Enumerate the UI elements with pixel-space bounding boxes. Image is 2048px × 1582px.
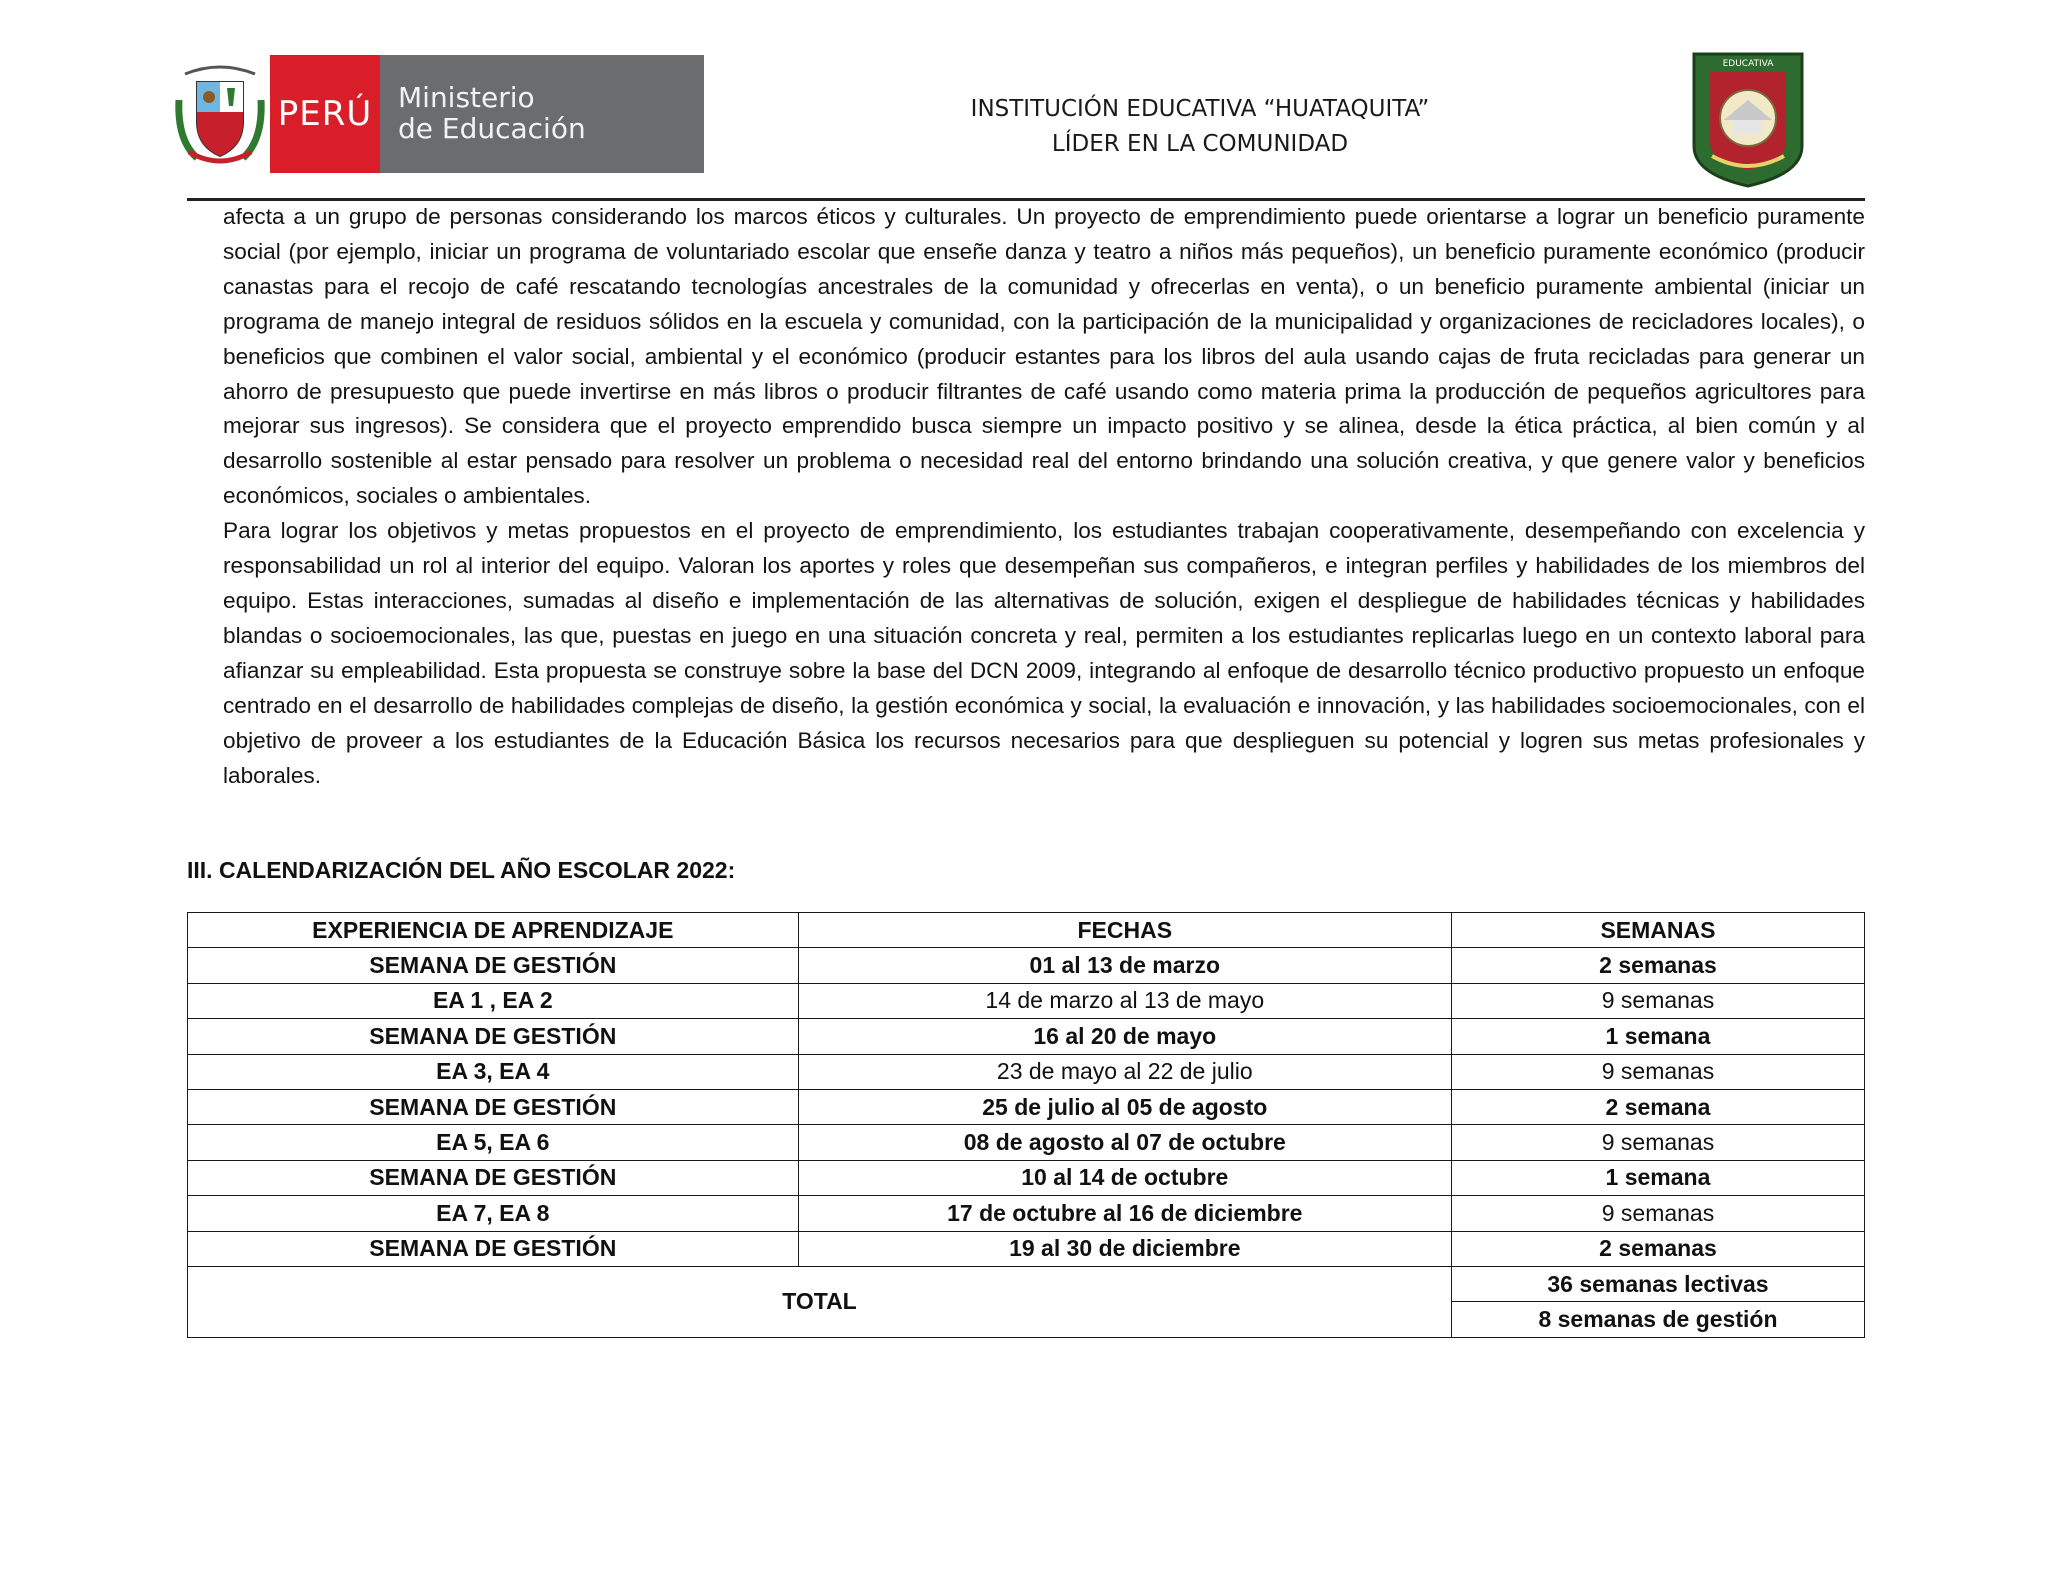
table-total-row (188, 1266, 1865, 1301)
table-row (188, 1231, 1865, 1266)
row-experience: EA 1 , EA 2 (188, 983, 799, 1018)
row-weeks: 9 semanas (1451, 1054, 1864, 1089)
row-experience: EA 7, EA 8 (188, 1196, 799, 1231)
paragraph-1: afecta a un grupo de personas considerando los marcos éticos y culturales. Un proyecto de emprendimiento puede orientarse a lograr un beneficio puramente social (por ejemplo, iniciar un programa de voluntariado escolar que enseñe danza y teatro a niños más pequeños), un beneficio puramente económico (producir canastas para el recojo de café rescatando tecnologías ancestrales de la comunidad y ofrecerlas en venta), o un beneficio puramente ambiental (iniciar un programa de manejo integral de residuos sólidos en la escuela y comunidad, con la participación de la municipalidad y organizaciones de recicladores locales), o beneficios que combinen el valor social, ambiental y el económico (producir estantes para los libros del aula usando cajas de fruta recicladas para generar un ahorro de presupuesto que puede invertirse en más libros o producir filtrantes de café usando como materia prima la producción de pequeños agricultores para mejorar sus ingresos). Se considera que el proyecto emprendido busca siempre un impacto positivo y se alinea, desde la ética práctica, al bien común y al desarrollo sostenible al estar pensado para resolver un problema o necesidad real del entorno brindando una solución creativa, y que genere valor y beneficios económicos, sociales o ambientales. (223, 204, 1865, 509)
table-header-row (188, 913, 1865, 948)
table-row (188, 1089, 1865, 1124)
ministry-logo-name (380, 55, 704, 173)
table-row (188, 1125, 1865, 1160)
row-weeks: 9 semanas (1451, 1196, 1864, 1231)
row-weeks: 2 semana (1451, 1089, 1864, 1124)
header-experience: EXPERIENCIA DE APRENDIZAJE (188, 913, 799, 948)
row-dates: 17 de octubre al 16 de diciembre (798, 1196, 1451, 1231)
row-experience: SEMANA DE GESTIÓN (188, 948, 799, 983)
section-heading: III. CALENDARIZACIÓN DEL AÑO ESCOLAR 2022: (187, 857, 736, 883)
svg-text:EDUCATIVA: EDUCATIVA (1722, 59, 1774, 69)
row-dates: 01 al 13 de marzo (798, 948, 1451, 983)
row-dates: 08 de agosto al 07 de octubre (798, 1125, 1451, 1160)
row-dates: 19 al 30 de diciembre (798, 1231, 1451, 1266)
row-weeks: 9 semanas (1451, 1125, 1864, 1160)
table-row (188, 1196, 1865, 1231)
school-title (800, 92, 1600, 162)
paragraph-2: Para lograr los objetivos y metas propuestos en el proyecto de emprendimiento, los estudiantes trabajan cooperativamente, desempeñando con excelencia y responsabilidad un rol al interior del equipo. Valoran los aportes y roles que desempeñan sus compañeros, e integran perfiles y habilidades de los miembros del equipo. Estas interacciones, sumadas al diseño e implementación de las alternativas de solución, exigen el despliegue de habilidades técnicas y habilidades blandas o socioemocionales, las que, puestas en juego en una situación concreta y real, permiten a los estudiantes replicarlas luego en un contexto laboral para afianzar su empleabilidad. Esta propuesta se construye sobre la base del DCN 2009, integrando al enfoque de desarrollo técnico productivo propuesto un enfoque centrado en el desarrollo de habilidades complejas de diseño, la gestión económica y social, la evaluación e innovación, y las habilidades socioemocionales, con el objetivo de proveer a los estudiantes de la Educación Básica los recursos necesarios para que desplieguen su potencial y logren sus metas profesionales y laborales. (223, 518, 1865, 788)
row-dates: 23 de mayo al 22 de julio (798, 1054, 1451, 1089)
table-row (188, 983, 1865, 1018)
ministry-logo-line2: de Educación (398, 112, 586, 145)
document-header (0, 0, 2048, 210)
body-text (223, 200, 1865, 793)
row-experience: SEMANA DE GESTIÓN (188, 1231, 799, 1266)
row-weeks: 1 semana (1451, 1160, 1864, 1195)
row-dates: 25 de julio al 05 de agosto (798, 1089, 1451, 1124)
row-dates: 14 de marzo al 13 de mayo (798, 983, 1451, 1018)
row-weeks: 1 semana (1451, 1019, 1864, 1054)
row-experience: SEMANA DE GESTIÓN (188, 1160, 799, 1195)
row-experience: SEMANA DE GESTIÓN (188, 1019, 799, 1054)
header-dates: FECHAS (798, 913, 1451, 948)
ministry-logo (270, 55, 704, 173)
coat-of-arms-icon (175, 60, 265, 170)
table-row (188, 948, 1865, 983)
row-weeks: 9 semanas (1451, 983, 1864, 1018)
total-gestion: 8 semanas de gestión (1451, 1302, 1864, 1337)
school-name: INSTITUCIÓN EDUCATIVA “HUATAQUITA” (970, 96, 1430, 122)
row-experience: EA 3, EA 4 (188, 1054, 799, 1089)
header-weeks: SEMANAS (1451, 913, 1864, 948)
school-motto: LÍDER EN LA COMUNIDAD (1051, 131, 1349, 157)
row-dates: 16 al 20 de mayo (798, 1019, 1451, 1054)
row-weeks: 2 semanas (1451, 948, 1864, 983)
total-label: TOTAL (188, 1266, 1452, 1337)
table-row (188, 1054, 1865, 1089)
row-experience: EA 5, EA 6 (188, 1125, 799, 1160)
ministry-logo-line1: Ministerio (398, 81, 535, 114)
school-emblem-icon (1690, 50, 1806, 188)
table-row (188, 1160, 1865, 1195)
row-dates: 10 al 14 de octubre (798, 1160, 1451, 1195)
ministry-logo-country: PERÚ (270, 55, 380, 173)
total-lectivas: 36 semanas lectivas (1451, 1266, 1864, 1301)
row-experience: SEMANA DE GESTIÓN (188, 1089, 799, 1124)
school-calendar-table (187, 912, 1865, 1338)
table-row (188, 1019, 1865, 1054)
row-weeks: 2 semanas (1451, 1231, 1864, 1266)
